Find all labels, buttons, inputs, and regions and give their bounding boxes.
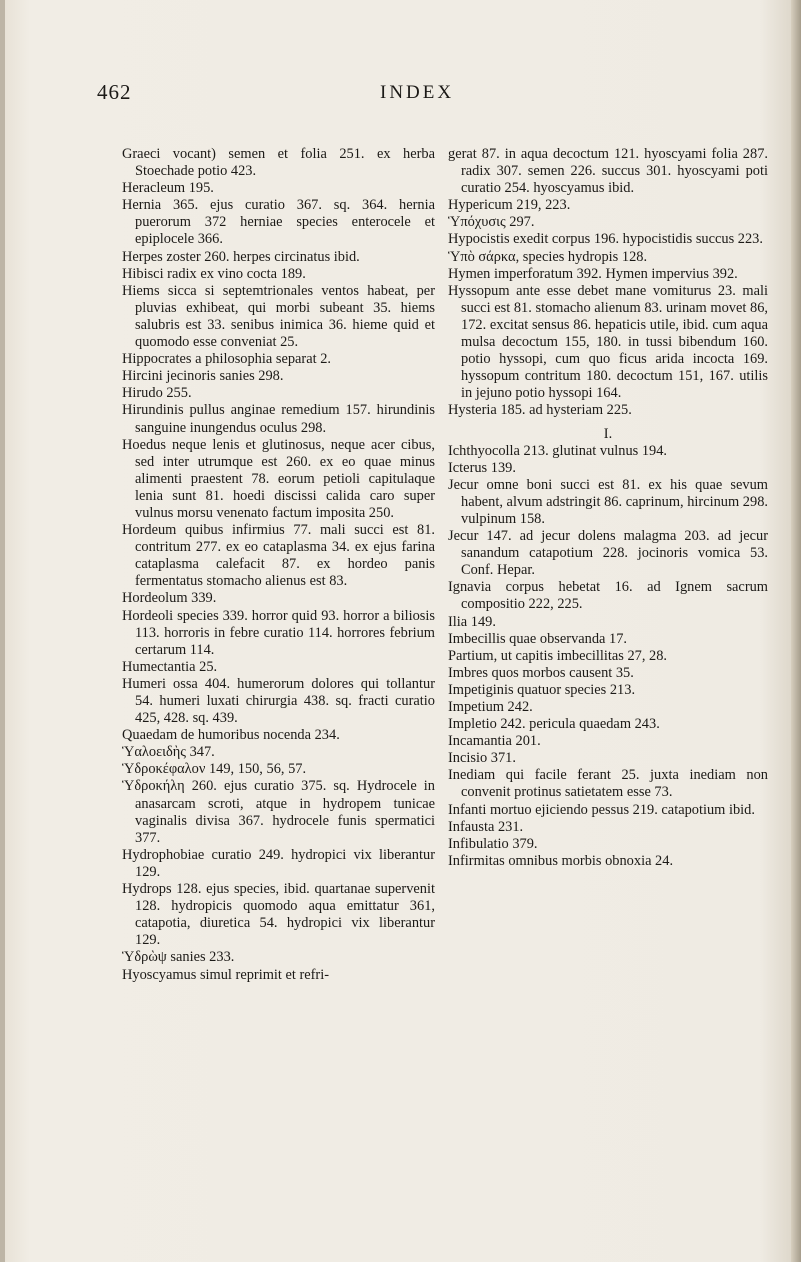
index-entry: Imbecillis quae observanda 17. bbox=[448, 630, 628, 647]
page-right-edge bbox=[791, 0, 801, 1262]
index-entry: Hirundinis pullus anginae remedium 157. hirundinis sanguine inungendus oculus 298. bbox=[122, 402, 435, 436]
index-entry: Imbres quos morbos causent 35. bbox=[448, 664, 634, 681]
index-entry: Hordeum quibus infirmius 77. mali succi est 81. contritum 277. ex eo cataplasma 34. ex ejus farina cataplasma calefacit 87. ex hordeo panis fermentatus stomacho alienus est 83. bbox=[122, 522, 435, 590]
index-entry: Hirudo 255. bbox=[122, 385, 192, 402]
index-entry: Hyssopum ante esse debet mane vomiturus 23. mali succi est 81. stomacho alienum 83. urinam movet 86, 172. excitat sensus 86. hepaticis utile, ibid. cum aqua mulsa decoctum 155, 180. in tussi bibendum 160. potio hyssopi, cum quo ficus arida incocta 169. hyssopum contritum 180. decoctum 151, 167. utilis in jejuno potio hyssopi 164. bbox=[448, 282, 768, 402]
left-column bbox=[122, 146, 435, 984]
index-entry: Humeri ossa 404. humerorum dolores qui tollantur 54. humeri luxati chirurgia 438. sq. fracti curatio 425, 428. sq. 439. bbox=[122, 675, 435, 727]
page-title: INDEX bbox=[380, 82, 455, 103]
index-entry: gerat 87. in aqua decoctum 121. hyoscyami folia 287. radix 307. semen 226. succus 301. hyoscyami poti curatio 254. hyoscyamus ibid. bbox=[448, 146, 768, 197]
index-entry: Icterus 139. bbox=[448, 459, 516, 476]
index-entry: Inediam qui facile ferant 25. juxta inediam non convenit protinus satietatem esse 73. bbox=[448, 767, 768, 801]
running-head bbox=[0, 0, 801, 130]
index-entry: Infirmitas omnibus morbis obnoxia 24. bbox=[448, 852, 674, 869]
index-entry: Jecur 147. ad jecur dolens malagma 203. ad jecur sanandum catapotium 228. jocinoris vomica 53. Conf. Hepar. bbox=[448, 528, 768, 579]
index-entry: Hernia 365. ejus curatio 367. sq. 364. hernia puerorum 372 herniae species enterocele et epiplocele 366. bbox=[122, 197, 435, 248]
index-entry: Ὑδροκήλη 260. ejus curatio 375. sq. Hydrocele in anasarcam scroti, atque in hydropem tunicae vaginalis divisa 367. hydrocele funis spermatici 377. bbox=[122, 778, 435, 846]
index-entry: Partium, ut capitis imbecillitas 27, 28. bbox=[448, 647, 668, 664]
index-entry: Impetium 242. bbox=[448, 699, 533, 715]
index-entry: Infibulatio 379. bbox=[448, 835, 538, 852]
index-entry: Heracleum 195. bbox=[122, 180, 214, 197]
index-entry: Ὑπόχυσις 297. bbox=[448, 214, 535, 231]
index-entry: Hypocistis exedit corpus 196. hypocistidis succus 223. bbox=[448, 231, 763, 248]
index-entry: Incisio 371. bbox=[448, 750, 516, 767]
index-entry: Hydrops 128. ejus species, ibid. quartanae supervenit 128. hydropicis quomodo aqua emittatur 361, catapotia, diuretica 54. hydropici vix liberantur 129. bbox=[122, 881, 435, 949]
index-entry: Hippocrates a philosophia separat 2. bbox=[122, 351, 332, 368]
index-entry: Herpes zoster 260. herpes circinatus ibid. bbox=[122, 248, 360, 265]
index-entry: Quaedam de humoribus nocenda 234. bbox=[122, 727, 340, 744]
index-entry: Incamantia 201. bbox=[448, 733, 541, 750]
index-entry: Hysteria 185. ad hysteriam 225. bbox=[448, 402, 632, 419]
index-entry: Ὑδρὼψ sanies 233. bbox=[122, 949, 235, 966]
index-entry: Hordeolum 339. bbox=[122, 590, 217, 607]
index-entry: Hiems sicca si septemtrionales ventos habeat, per pluvias exhibeat, qui morbi subeant 35. hiems salubris est 33. senibus inimica 36. hieme quid et quomodo esse conveniat 25. bbox=[122, 282, 435, 351]
index-entry: Hydrophobiae curatio 249. hydropici vix liberantur 129. bbox=[122, 846, 435, 880]
index-entry: Ichthyocolla 213. glutinat vulnus 194. bbox=[448, 442, 668, 459]
index-entry: Hibisci radix ex vino cocta 189. bbox=[122, 265, 306, 282]
page-number: 462 bbox=[97, 80, 132, 104]
index-entry: Infausta 231. bbox=[448, 818, 524, 835]
page-left-edge bbox=[0, 0, 5, 1262]
index-entry: Ὑαλοειδὴς 347. bbox=[122, 744, 215, 761]
right-column bbox=[448, 146, 768, 870]
index-entry: Infanti mortuo ejiciendo pessus 219. catapotium ibid. bbox=[448, 801, 755, 818]
section-letter: I. bbox=[603, 425, 613, 442]
index-entry: Hypericum 219, 223. bbox=[448, 197, 571, 214]
index-entry: Hoedus neque lenis et glutinosus, neque acer cibus, sed inter utrumque est 260. ex eo quae minus alimenti praestent 78. eorum petioli capitulaque lenia sunt 81. hoedi discissi calida caro super vulnus morsu venenato factum imposita 250. bbox=[122, 436, 435, 521]
index-entry: Ὑπὸ σάρκα, species hydropis 128. bbox=[448, 248, 648, 265]
index-entry: Ignavia corpus hebetat 16. ad Ignem sacrum compositio 222, 225. bbox=[448, 579, 768, 613]
index-entry: Hordeoli species 339. horror quid 93. horror a biliosis 113. horroris in febre curatio 114. horrores febrium certarum 114. bbox=[122, 607, 435, 658]
index-entry: Hircini jecinoris sanies 298. bbox=[122, 368, 284, 385]
index-entry: Hymen imperforatum 392. Hymen impervius 392. bbox=[448, 265, 738, 282]
index-entry: Impletio 242. pericula quaedam 243. bbox=[448, 716, 660, 733]
index-entry: Ὑδροκέφαλον 149, 150, 56, 57. bbox=[122, 761, 307, 778]
index-entry: Humectantia 25. bbox=[122, 658, 218, 675]
index-entry: Ilia 149. bbox=[448, 613, 496, 630]
index-entry: Impetiginis quatuor species 213. bbox=[448, 681, 636, 698]
index-entry: Jecur omne boni succi est 81. ex his quae sevum habent, alvum adstringit 86. caprinum, hircinum 298. vulpinum 158. bbox=[448, 476, 768, 527]
index-entry: Hyoscyamus simul reprimit et refri- bbox=[122, 966, 330, 983]
index-entry: Graeci vocant) semen et folia 251. ex herba Stoechade potio 423. bbox=[122, 146, 435, 180]
